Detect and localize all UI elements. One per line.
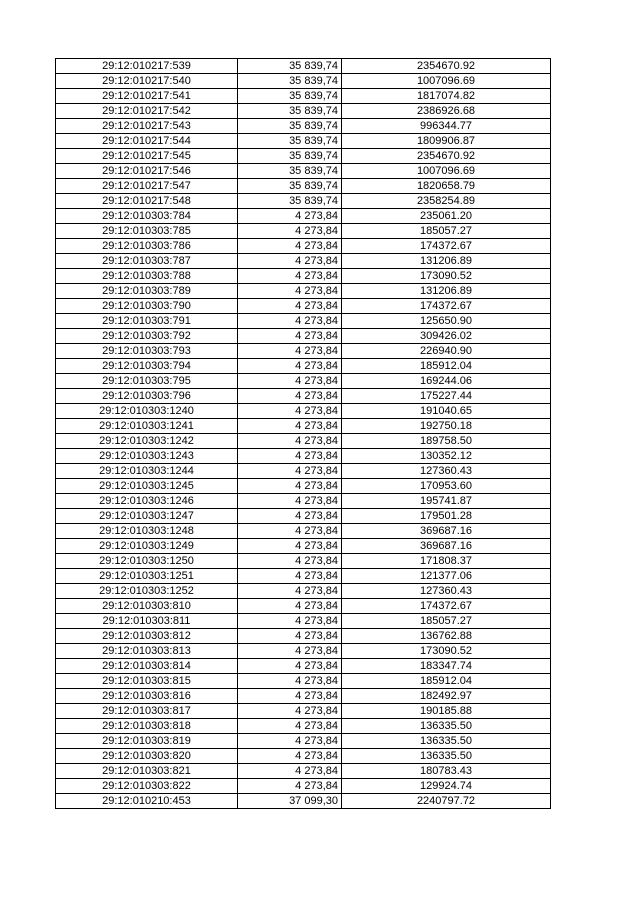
table-row	[56, 704, 551, 719]
cadastral-number-cell: 29:12:010303:1250	[56, 554, 238, 569]
area-cell: 35 839,74	[238, 104, 342, 119]
table-row	[56, 569, 551, 584]
table-row	[56, 479, 551, 494]
table-row	[56, 179, 551, 194]
area-cell: 4 273,84	[238, 254, 342, 269]
area-cell: 4 273,84	[238, 749, 342, 764]
cadastral-number-cell: 29:12:010303:1245	[56, 479, 238, 494]
area-cell: 35 839,74	[238, 194, 342, 209]
value-cell: 2354670.92	[342, 59, 551, 74]
table-row	[56, 74, 551, 89]
value-cell: 1007096.69	[342, 74, 551, 89]
table-row	[56, 389, 551, 404]
cadastral-number-cell: 29:12:010217:539	[56, 59, 238, 74]
value-cell: 996344.77	[342, 119, 551, 134]
area-cell: 4 273,84	[238, 524, 342, 539]
table-row	[56, 149, 551, 164]
table-row	[56, 674, 551, 689]
table-row	[56, 374, 551, 389]
area-cell: 4 273,84	[238, 329, 342, 344]
table-row	[56, 209, 551, 224]
table-row	[56, 59, 551, 74]
area-cell: 4 273,84	[238, 734, 342, 749]
area-cell: 37 099,30	[238, 794, 342, 809]
table-row	[56, 194, 551, 209]
area-cell: 4 273,84	[238, 449, 342, 464]
value-cell: 2354670.92	[342, 149, 551, 164]
area-cell: 4 273,84	[238, 599, 342, 614]
table-row	[56, 509, 551, 524]
value-cell: 170953.60	[342, 479, 551, 494]
area-cell: 4 273,84	[238, 494, 342, 509]
area-cell: 4 273,84	[238, 584, 342, 599]
table-row	[56, 614, 551, 629]
value-cell: 1809906.87	[342, 134, 551, 149]
cadastral-number-cell: 29:12:010303:1242	[56, 434, 238, 449]
table-row	[56, 359, 551, 374]
value-cell: 179501.28	[342, 509, 551, 524]
value-cell: 173090.52	[342, 269, 551, 284]
cadastral-value-table	[55, 58, 551, 809]
area-cell: 35 839,74	[238, 164, 342, 179]
value-cell: 191040.65	[342, 404, 551, 419]
value-cell: 226940.90	[342, 344, 551, 359]
value-cell: 235061.20	[342, 209, 551, 224]
cadastral-number-cell: 29:12:010303:811	[56, 614, 238, 629]
area-cell: 4 273,84	[238, 224, 342, 239]
area-cell: 35 839,74	[238, 149, 342, 164]
value-cell: 121377.06	[342, 569, 551, 584]
value-cell: 127360.43	[342, 584, 551, 599]
table-row	[56, 629, 551, 644]
table-row	[56, 779, 551, 794]
cadastral-number-cell: 29:12:010303:814	[56, 659, 238, 674]
table-row	[56, 164, 551, 179]
value-cell: 1817074.82	[342, 89, 551, 104]
value-cell: 1007096.69	[342, 164, 551, 179]
table-row	[56, 134, 551, 149]
area-cell: 4 273,84	[238, 419, 342, 434]
area-cell: 4 273,84	[238, 284, 342, 299]
cadastral-number-cell: 29:12:010303:822	[56, 779, 238, 794]
cadastral-number-cell: 29:12:010303:818	[56, 719, 238, 734]
cadastral-number-cell: 29:12:010210:453	[56, 794, 238, 809]
value-cell: 2240797.72	[342, 794, 551, 809]
cadastral-number-cell: 29:12:010217:547	[56, 179, 238, 194]
cadastral-number-cell: 29:12:010303:1243	[56, 449, 238, 464]
cadastral-number-cell: 29:12:010303:787	[56, 254, 238, 269]
table-row	[56, 584, 551, 599]
area-cell: 4 273,84	[238, 764, 342, 779]
table-row	[56, 224, 551, 239]
value-cell: 131206.89	[342, 254, 551, 269]
cadastral-number-cell: 29:12:010303:810	[56, 599, 238, 614]
value-cell: 169244.06	[342, 374, 551, 389]
cadastral-number-cell: 29:12:010303:812	[56, 629, 238, 644]
value-cell: 136335.50	[342, 734, 551, 749]
value-cell: 136335.50	[342, 749, 551, 764]
cadastral-number-cell: 29:12:010303:789	[56, 284, 238, 299]
cadastral-number-cell: 29:12:010303:790	[56, 299, 238, 314]
cadastral-number-cell: 29:12:010303:1240	[56, 404, 238, 419]
area-cell: 4 273,84	[238, 479, 342, 494]
table-row	[56, 719, 551, 734]
table-row	[56, 89, 551, 104]
area-cell: 4 273,84	[238, 704, 342, 719]
table-row	[56, 539, 551, 554]
value-cell: 369687.16	[342, 524, 551, 539]
value-cell: 174372.67	[342, 299, 551, 314]
value-cell: 129924.74	[342, 779, 551, 794]
cadastral-number-cell: 29:12:010217:546	[56, 164, 238, 179]
area-cell: 4 273,84	[238, 539, 342, 554]
area-cell: 4 273,84	[238, 404, 342, 419]
area-cell: 35 839,74	[238, 89, 342, 104]
value-cell: 195741.87	[342, 494, 551, 509]
value-cell: 1820658.79	[342, 179, 551, 194]
area-cell: 4 273,84	[238, 239, 342, 254]
value-cell: 171808.37	[342, 554, 551, 569]
value-cell: 192750.18	[342, 419, 551, 434]
value-cell: 125650.90	[342, 314, 551, 329]
value-cell: 174372.67	[342, 599, 551, 614]
area-cell: 35 839,74	[238, 134, 342, 149]
cadastral-number-cell: 29:12:010303:820	[56, 749, 238, 764]
cadastral-number-cell: 29:12:010303:791	[56, 314, 238, 329]
cadastral-number-cell: 29:12:010303:1248	[56, 524, 238, 539]
table-row	[56, 239, 551, 254]
area-cell: 35 839,74	[238, 59, 342, 74]
table-row	[56, 734, 551, 749]
table-body	[56, 59, 551, 809]
cadastral-number-cell: 29:12:010303:786	[56, 239, 238, 254]
area-cell: 4 273,84	[238, 659, 342, 674]
table-row	[56, 464, 551, 479]
cadastral-number-cell: 29:12:010303:1252	[56, 584, 238, 599]
area-cell: 4 273,84	[238, 209, 342, 224]
table-row	[56, 494, 551, 509]
cadastral-number-cell: 29:12:010303:785	[56, 224, 238, 239]
table-row	[56, 749, 551, 764]
value-cell: 175227.44	[342, 389, 551, 404]
area-cell: 4 273,84	[238, 719, 342, 734]
table-row	[56, 434, 551, 449]
cadastral-number-cell: 29:12:010217:540	[56, 74, 238, 89]
value-cell: 136335.50	[342, 719, 551, 734]
cadastral-number-cell: 29:12:010303:1246	[56, 494, 238, 509]
area-cell: 4 273,84	[238, 629, 342, 644]
cadastral-number-cell: 29:12:010303:796	[56, 389, 238, 404]
cadastral-number-cell: 29:12:010303:1247	[56, 509, 238, 524]
area-cell: 35 839,74	[238, 179, 342, 194]
cadastral-number-cell: 29:12:010217:548	[56, 194, 238, 209]
table-row	[56, 794, 551, 809]
area-cell: 35 839,74	[238, 119, 342, 134]
cadastral-number-cell: 29:12:010303:1249	[56, 539, 238, 554]
table-row	[56, 119, 551, 134]
value-cell: 173090.52	[342, 644, 551, 659]
cadastral-number-cell: 29:12:010303:784	[56, 209, 238, 224]
value-cell: 2386926.68	[342, 104, 551, 119]
area-cell: 4 273,84	[238, 389, 342, 404]
value-cell: 131206.89	[342, 284, 551, 299]
value-cell: 189758.50	[342, 434, 551, 449]
area-cell: 4 273,84	[238, 359, 342, 374]
value-cell: 180783.43	[342, 764, 551, 779]
area-cell: 4 273,84	[238, 434, 342, 449]
area-cell: 4 273,84	[238, 614, 342, 629]
value-cell: 185057.27	[342, 224, 551, 239]
table-row	[56, 314, 551, 329]
value-cell: 183347.74	[342, 659, 551, 674]
cadastral-number-cell: 29:12:010303:813	[56, 644, 238, 659]
table-row	[56, 404, 551, 419]
area-cell: 4 273,84	[238, 344, 342, 359]
table-row	[56, 659, 551, 674]
area-cell: 4 273,84	[238, 554, 342, 569]
table-row	[56, 764, 551, 779]
cadastral-number-cell: 29:12:010303:793	[56, 344, 238, 359]
area-cell: 4 273,84	[238, 374, 342, 389]
area-cell: 4 273,84	[238, 509, 342, 524]
cadastral-number-cell: 29:12:010217:544	[56, 134, 238, 149]
cadastral-number-cell: 29:12:010303:817	[56, 704, 238, 719]
area-cell: 4 273,84	[238, 569, 342, 584]
table-row	[56, 524, 551, 539]
value-cell: 309426.02	[342, 329, 551, 344]
cadastral-number-cell: 29:12:010303:819	[56, 734, 238, 749]
table-row	[56, 344, 551, 359]
table-row	[56, 254, 551, 269]
value-cell: 2358254.89	[342, 194, 551, 209]
value-cell: 127360.43	[342, 464, 551, 479]
table-row	[56, 689, 551, 704]
table-row	[56, 419, 551, 434]
value-cell: 182492.97	[342, 689, 551, 704]
area-cell: 4 273,84	[238, 299, 342, 314]
value-cell: 130352.12	[342, 449, 551, 464]
table-row	[56, 299, 551, 314]
area-cell: 4 273,84	[238, 644, 342, 659]
area-cell: 4 273,84	[238, 779, 342, 794]
area-cell: 35 839,74	[238, 74, 342, 89]
table-row	[56, 599, 551, 614]
area-cell: 4 273,84	[238, 314, 342, 329]
cadastral-number-cell: 29:12:010217:543	[56, 119, 238, 134]
area-cell: 4 273,84	[238, 269, 342, 284]
cadastral-number-cell: 29:12:010303:1244	[56, 464, 238, 479]
value-cell: 174372.67	[342, 239, 551, 254]
value-cell: 185912.04	[342, 359, 551, 374]
cadastral-number-cell: 29:12:010303:1251	[56, 569, 238, 584]
table-row	[56, 644, 551, 659]
area-cell: 4 273,84	[238, 689, 342, 704]
cadastral-number-cell: 29:12:010303:816	[56, 689, 238, 704]
table-row	[56, 554, 551, 569]
table-row	[56, 104, 551, 119]
value-cell: 136762.88	[342, 629, 551, 644]
cadastral-number-cell: 29:12:010217:541	[56, 89, 238, 104]
value-cell: 190185.88	[342, 704, 551, 719]
table-row	[56, 329, 551, 344]
cadastral-number-cell: 29:12:010303:788	[56, 269, 238, 284]
cadastral-number-cell: 29:12:010303:815	[56, 674, 238, 689]
table-row	[56, 284, 551, 299]
area-cell: 4 273,84	[238, 674, 342, 689]
area-cell: 4 273,84	[238, 464, 342, 479]
cadastral-number-cell: 29:12:010303:792	[56, 329, 238, 344]
cadastral-number-cell: 29:12:010217:545	[56, 149, 238, 164]
table-row	[56, 449, 551, 464]
cadastral-number-cell: 29:12:010303:794	[56, 359, 238, 374]
value-cell: 369687.16	[342, 539, 551, 554]
value-cell: 185057.27	[342, 614, 551, 629]
cadastral-number-cell: 29:12:010303:1241	[56, 419, 238, 434]
cadastral-number-cell: 29:12:010217:542	[56, 104, 238, 119]
cadastral-number-cell: 29:12:010303:795	[56, 374, 238, 389]
table-row	[56, 269, 551, 284]
cadastral-number-cell: 29:12:010303:821	[56, 764, 238, 779]
value-cell: 185912.04	[342, 674, 551, 689]
